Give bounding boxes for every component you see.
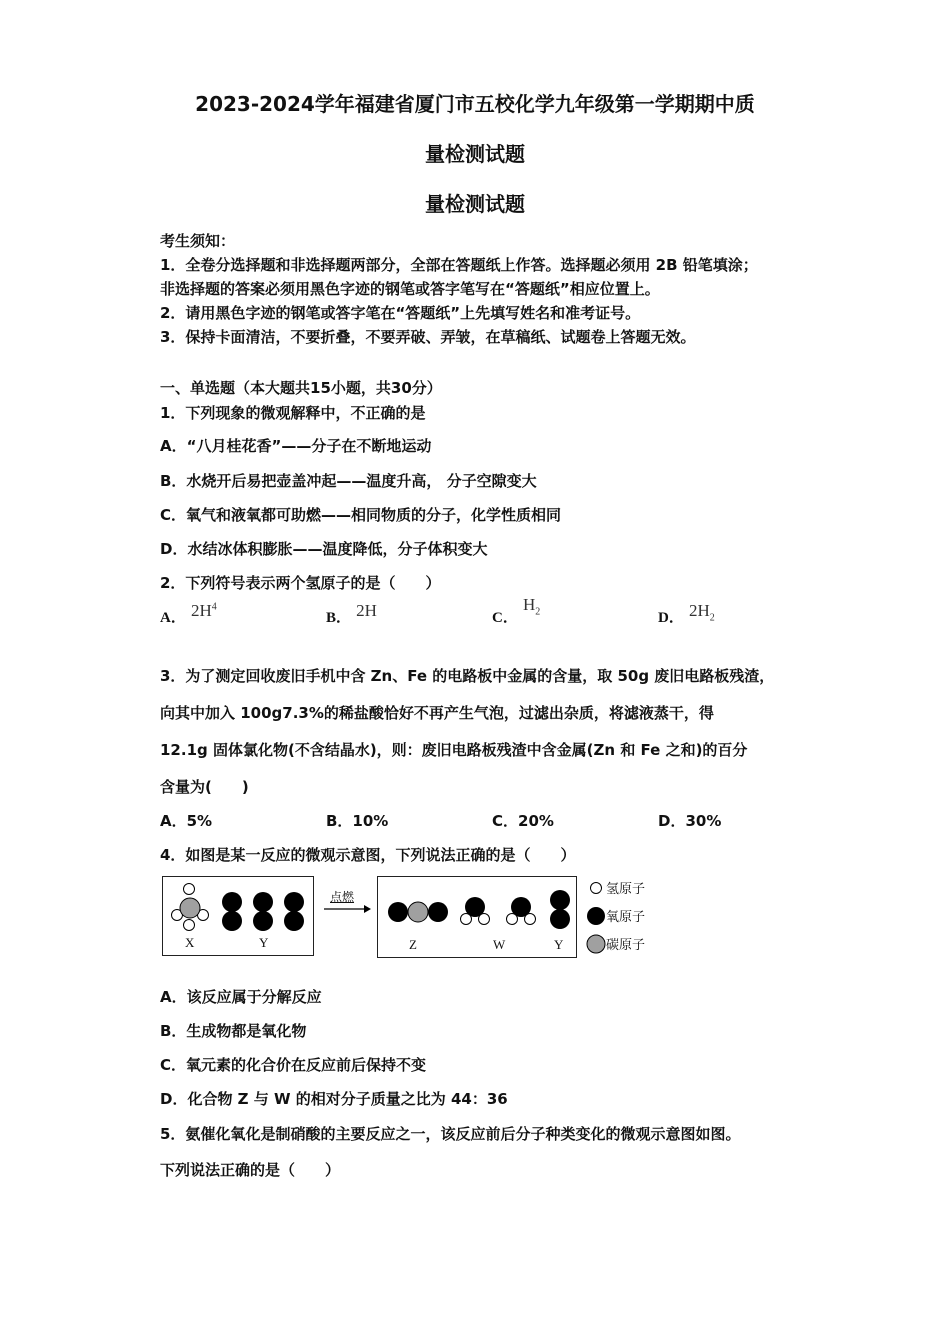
formula: $H_2$	[522, 595, 541, 618]
products-diagram	[378, 877, 576, 957]
question-1-option-b: B．水烧开后易把壶盖冲起——温度升高， 分子空隙变大	[160, 472, 537, 490]
page-title-line-2: 量检测试题	[425, 142, 525, 166]
carbon-atom-icon	[586, 934, 606, 954]
question-4-option-b: B．生成物都是氧化物	[160, 1022, 307, 1040]
water-molecule	[461, 897, 490, 925]
molecule-label-x: X	[185, 935, 195, 950]
question-5-line: 下列说法正确的是（ ）	[160, 1161, 341, 1179]
question-5-line: 5．氨催化氧化是制硝酸的主要反应之一，该反应前后分子种类变化的微观示意图如图。	[160, 1125, 741, 1143]
question-4-option-c: C．氧元素的化合价在反应前后保持不变	[160, 1056, 427, 1074]
oxygen-molecule	[550, 890, 570, 929]
carbon-dioxide-molecule	[388, 902, 448, 922]
question-1-option-d: D．水结冰体积膨胀——温度降低，分子体积变大	[160, 540, 488, 558]
hydrogen-atom	[184, 884, 195, 895]
legend-label: 氢原子	[606, 882, 646, 897]
question-2-option-c	[492, 595, 541, 629]
section-heading: 一、单选题（本大题共15小题，共30分）	[160, 379, 442, 397]
option-label: C．	[492, 610, 518, 626]
question-2-option-d	[658, 601, 715, 629]
formula: $2H^4$	[190, 601, 217, 620]
molecule-label-y: Y	[259, 935, 269, 950]
page-title-line-3: 量检测试题	[425, 192, 525, 216]
option-label: A．	[160, 610, 186, 626]
notice-item: 3．保持卡面清洁，不要折叠，不要弄破、弄皱，在草稿纸、试题卷上答题无效。	[160, 328, 696, 346]
formula: 2H	[356, 601, 377, 620]
question-3-line: 12.1g 固体氯化物(不含结晶水)，则：废旧电路板残渣中含金属(Zn 和 Fe 之和)的百分	[160, 741, 748, 759]
question-3-option-a: A．5%	[160, 812, 213, 830]
carbon-atom	[180, 898, 200, 918]
question-1-option-c: C．氧气和液氧都可助燃——相同物质的分子，化学性质相同	[160, 506, 562, 524]
oxygen-molecule	[222, 892, 242, 931]
reaction-arrow-icon	[322, 902, 372, 916]
oxygen-molecule	[284, 892, 304, 931]
reaction-condition: 点燃	[330, 890, 355, 904]
page-title-line-1: 2023-2024学年福建省厦门市五校化学九年级第一学期期中质	[195, 92, 755, 116]
question-3-option-c: C．20%	[492, 812, 554, 830]
oxygen-molecule	[253, 892, 273, 931]
molecule-label-z: Z	[409, 937, 417, 952]
question-1-stem: 1．下列现象的微观解释中，不正确的是	[160, 404, 426, 422]
molecule-label-y: Y	[554, 937, 564, 952]
question-4-option-d: D．化合物 Z 与 W 的相对分子质量之比为 44：36	[160, 1090, 508, 1108]
hydrogen-atom-icon	[588, 880, 604, 896]
legend-label: 氧原子	[606, 910, 646, 925]
hydrogen-atom	[184, 920, 195, 931]
question-2-option-b	[326, 601, 377, 627]
products-box	[377, 876, 577, 958]
question-4-option-a: A．该反应属于分解反应	[160, 988, 322, 1006]
question-3-line: 向其中加入 100g7.3%的稀盐酸恰好不再产生气泡，过滤出杂质，将滤液蒸干，得	[160, 704, 714, 722]
notice-item: 1．全卷分选择题和非选择题两部分，全部在答题纸上作答。选择题必须用 2B 铅笔填涂；	[160, 256, 758, 274]
molecule-label-w: W	[493, 937, 506, 952]
formula: $2H_2$	[688, 601, 715, 624]
question-3-line: 含量为( )	[160, 778, 249, 796]
legend-label: 碳原子	[606, 938, 646, 953]
notice-heading: 考生须知：	[160, 232, 236, 250]
question-1-option-a: A．“八月桂花香”——分子在不断地运动	[160, 437, 432, 455]
reactants-box	[162, 876, 314, 956]
question-3-option-d: D．30%	[658, 812, 722, 830]
question-4-stem: 4．如图是某一反应的微观示意图，下列说法正确的是（ ）	[160, 846, 576, 864]
water-molecule	[507, 897, 536, 925]
notice-item: 非选择题的答案必须用黑色字迹的钢笔或答字笔写在“答题纸”相应位置上。	[160, 280, 660, 298]
question-2-stem: 2．下列符号表示两个氢原子的是（ ）	[160, 574, 441, 592]
oxygen-atom-icon	[586, 906, 606, 926]
option-label: D．	[658, 610, 684, 626]
option-label: B．	[326, 610, 352, 626]
notice-item: 2．请用黑色字迹的钢笔或答字笔在“答题纸”上先填写姓名和准考证号。	[160, 304, 641, 322]
question-3-line: 3．为了测定回收废旧手机中含 Zn、Fe 的电路板中金属的含量，取 50g 废旧电路板残渣，	[160, 667, 775, 685]
question-3-option-b: B．10%	[326, 812, 389, 830]
question-2-option-a	[160, 601, 217, 627]
